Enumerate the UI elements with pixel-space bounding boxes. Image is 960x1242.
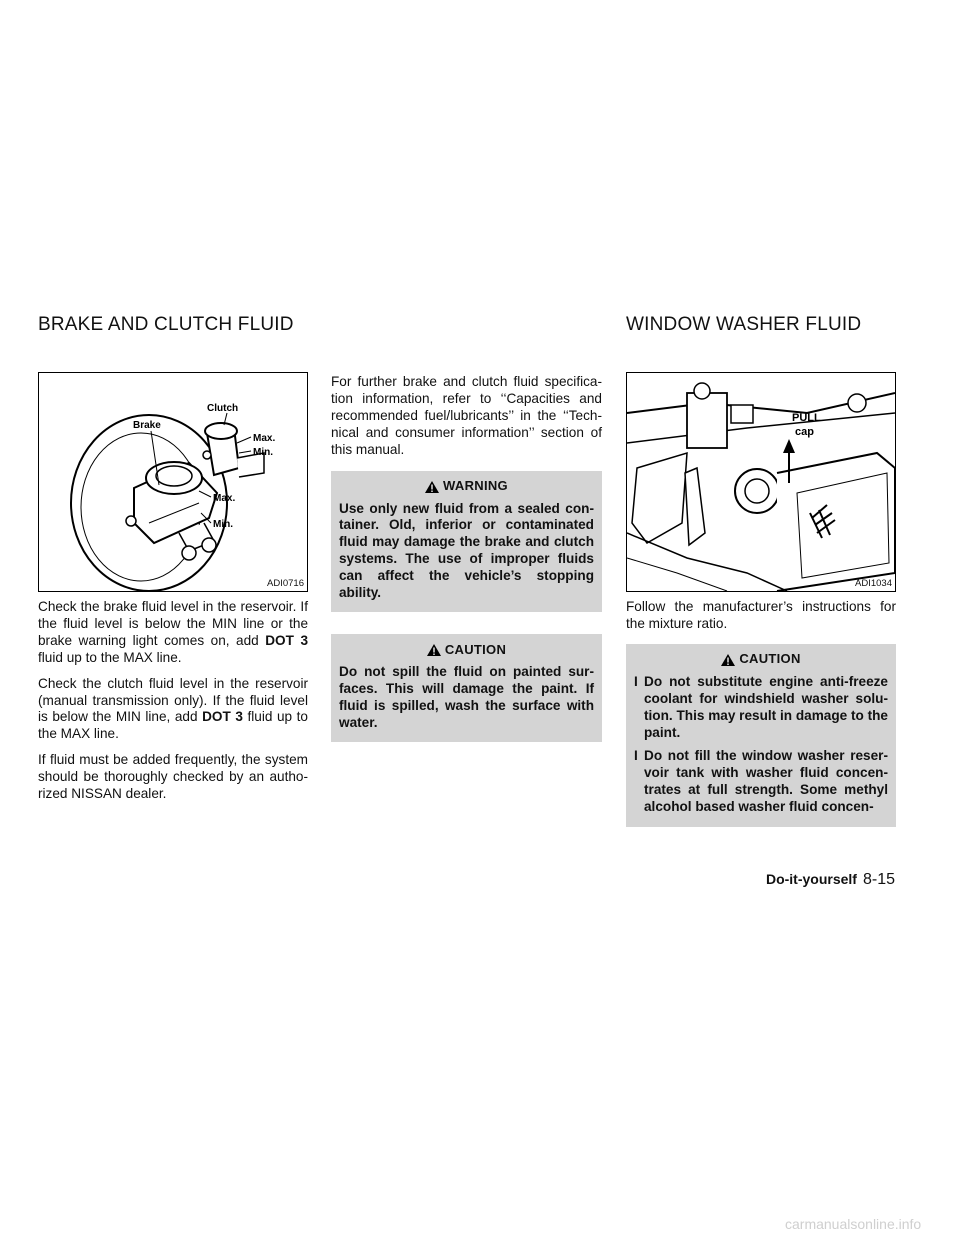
warning-box xyxy=(331,471,602,612)
paragraph: For further brake and clutch fluid specifica-tion information, refer to ‘‘Capacities and recommended fuel/lubricants’’ in the ‘‘Tech-nical and consumer information’’ section of this manual. xyxy=(331,374,602,457)
list-item xyxy=(634,748,888,816)
watermark: carmanualsonline.info xyxy=(785,1216,922,1232)
brake-clutch-reservoir-illustration xyxy=(39,373,307,591)
washer-caution-title: CAUTION xyxy=(739,651,801,667)
paragraph: Follow the manufacturer’s instructions for the mixture ratio. xyxy=(626,599,896,631)
washer-caution-box xyxy=(626,644,896,827)
brake-clutch-reservoir-figure xyxy=(38,372,308,592)
label-cap: cap xyxy=(795,426,814,438)
washer-reservoir-illustration xyxy=(627,373,895,591)
label-clutch-max: Max. xyxy=(253,433,276,444)
warning-triangle-icon xyxy=(425,481,439,493)
caution-text: Do not spill the fluid on painted sur-faces. This will damage the paint. If fluid is spilled, wash the surface with water. xyxy=(339,663,594,730)
figure-code-right: ADI1034 xyxy=(855,578,892,589)
section-heading-window-washer-fluid: WINDOW WASHER FLUID xyxy=(626,314,862,335)
label-brake-max: Max. xyxy=(213,493,236,504)
caution-triangle-icon xyxy=(427,644,441,656)
bullet-mark: I xyxy=(634,748,638,764)
label-pull: PULL xyxy=(792,412,821,424)
washer-caution-list xyxy=(626,670,896,827)
brake-fluid-specification xyxy=(331,374,602,742)
washer-fluid-instructions xyxy=(626,599,896,827)
bullet-mark: I xyxy=(634,673,638,689)
washer-caution-header xyxy=(626,644,896,670)
washer-reservoir-figure xyxy=(626,372,896,592)
brake-fluid-instructions xyxy=(38,599,308,812)
page-number: 8-15 xyxy=(862,871,895,888)
footer-section-name: Do-it-yourself xyxy=(765,871,857,887)
list-item-text: Do not substitute engine anti-freeze coolant for windshield washer solu-tion. This may result in damage to the paint. xyxy=(644,673,888,740)
label-brake: Brake xyxy=(133,420,161,431)
section-heading-brake-clutch-fluid: BRAKE AND CLUTCH FLUID xyxy=(38,314,294,335)
paragraph: Check the brake fluid level in the reservoir. If the fluid level is below the MIN line or the brake warning light comes on, add DOT 3 fluid up to the MAX line. xyxy=(38,599,308,665)
paragraph: Check the clutch fluid level in the reservoir (manual transmission only). If the fluid level is below the MIN line, add DOT 3 fluid up to the MAX line. xyxy=(38,675,308,742)
label-clutch: Clutch xyxy=(207,403,239,414)
paragraph: If fluid must be added frequently, the system should be thoroughly checked by an autho-rized NISSAN dealer. xyxy=(38,752,308,802)
figure-code-left: ADI0716 xyxy=(267,578,304,589)
caution-title: CAUTION xyxy=(444,641,507,657)
caution-triangle-icon xyxy=(721,654,735,666)
warning-text: Use only new fluid from a sealed con-tainer. Old, inferior or contaminated fluid may damage the brake and clutch systems. The use of improper fluids can affect the vehicle’s stopping ability. xyxy=(339,500,594,601)
list-item xyxy=(634,674,888,742)
warning-title: WARNING xyxy=(443,478,508,494)
caution-header xyxy=(331,634,602,660)
label-clutch-min: Min. xyxy=(253,447,273,458)
caution-box xyxy=(331,634,602,742)
label-brake-min: Min. xyxy=(213,519,233,530)
warning-header xyxy=(331,471,602,497)
page-footer xyxy=(766,871,895,889)
list-item-text: Do not fill the window washer reser-voir tank with washer fluid concen-trates at full strength. Some methyl alcohol based washer fluid concen- xyxy=(644,748,888,815)
